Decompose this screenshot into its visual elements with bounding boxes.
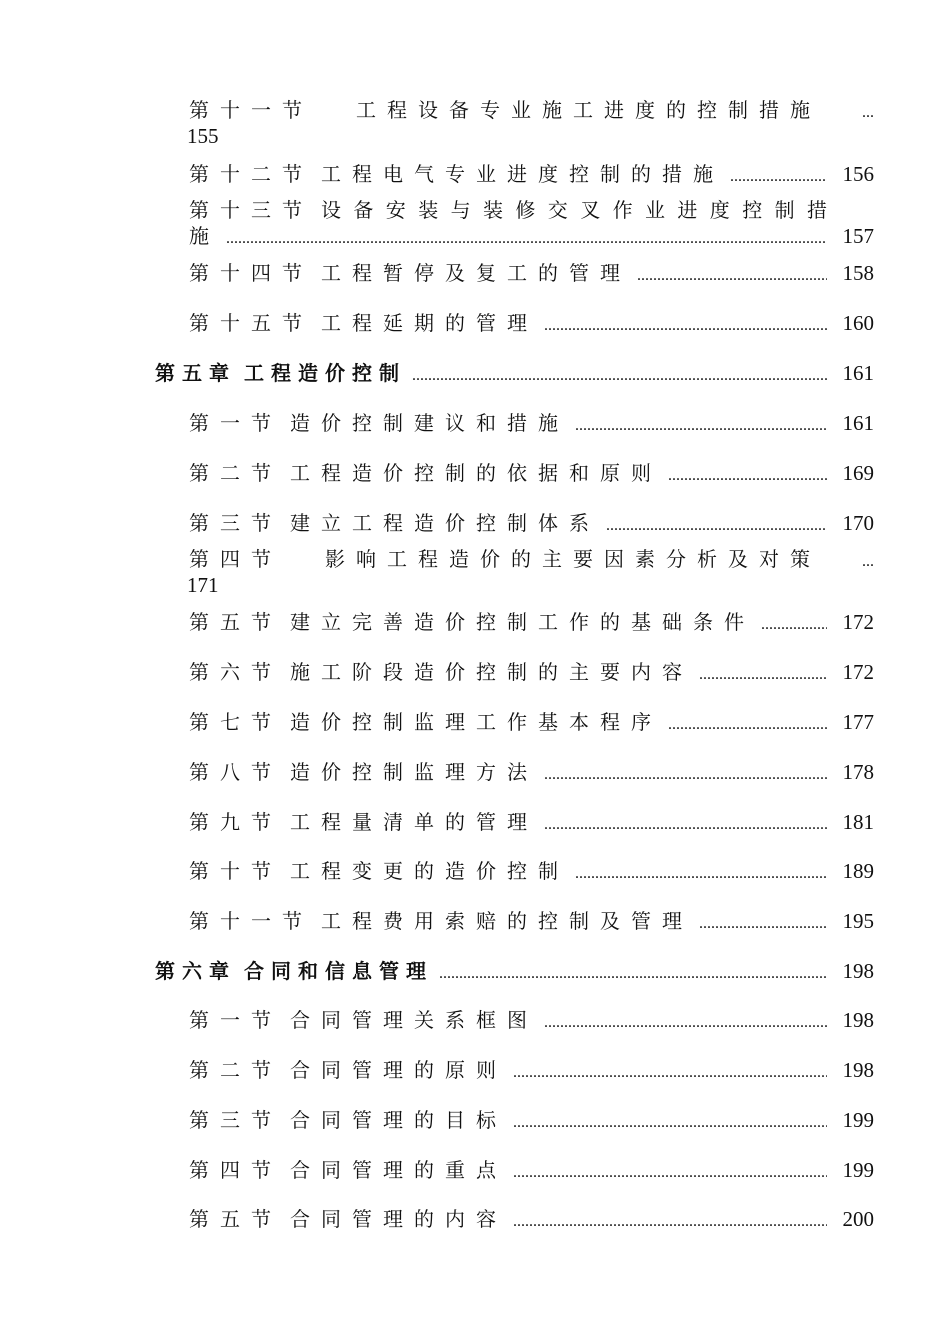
entry-number: 第一节 <box>189 411 282 435</box>
toc-section-entry[interactable] <box>189 610 874 637</box>
entry-title: 造价控制监理方法 <box>290 760 538 784</box>
entry-number: 第四节 <box>189 547 282 571</box>
dot-leader <box>513 1161 827 1185</box>
entry-title: 工程费用索赔的控制及管理 <box>321 909 693 933</box>
toc-entry-line <box>189 1058 874 1085</box>
toc-entry-line <box>189 198 874 222</box>
toc-entry-line <box>189 162 874 189</box>
entry-number: 第八节 <box>189 760 282 784</box>
toc-section-entry[interactable] <box>189 98 874 147</box>
entry-number: 第十三节 <box>189 198 313 222</box>
toc-entry-line <box>189 461 874 488</box>
dot-leader <box>412 364 827 388</box>
toc-section-entry[interactable] <box>189 1058 874 1085</box>
page-number: 198 <box>842 1008 874 1032</box>
dot-leader <box>699 663 827 687</box>
page-number: 161 <box>842 361 874 385</box>
entry-title: 工程电气专业进度控制的措施 <box>321 162 724 186</box>
toc-chapter-entry[interactable] <box>155 361 874 388</box>
entry-title: 工程变更的造价控制 <box>290 859 569 883</box>
toc-section-entry[interactable] <box>189 461 874 488</box>
dot-leader: ... <box>862 553 874 570</box>
dot-leader <box>513 1210 827 1234</box>
toc-entry-line <box>155 959 874 986</box>
toc-section-entry[interactable] <box>189 1158 874 1185</box>
dot-leader <box>699 912 827 936</box>
dot-leader <box>637 264 827 288</box>
dot-leader <box>544 813 827 837</box>
entry-title: 工程造价控制 <box>244 361 406 385</box>
toc-section-entry[interactable] <box>189 760 874 787</box>
entry-title: 合同管理的原则 <box>290 1058 507 1082</box>
entry-title: 合同管理关系框图 <box>290 1008 538 1032</box>
toc-section-entry[interactable] <box>189 660 874 687</box>
page-number: 169 <box>842 461 874 485</box>
page-number: 200 <box>842 1207 874 1231</box>
page-number: 172 <box>842 660 874 684</box>
toc-section-entry[interactable] <box>189 261 874 288</box>
entry-number: 第十五节 <box>189 311 313 335</box>
dot-leader <box>513 1061 827 1085</box>
toc-entry-line <box>189 261 874 288</box>
toc-section-entry[interactable] <box>189 1207 874 1234</box>
entry-title: 合同管理的目标 <box>290 1108 507 1132</box>
entry-number: 第十节 <box>189 859 282 883</box>
entry-number: 第十四节 <box>189 261 313 285</box>
toc-section-entry[interactable] <box>189 311 874 338</box>
toc-entry-line <box>189 311 874 338</box>
page-number: 198 <box>842 959 874 983</box>
entry-number: 第二节 <box>189 1058 282 1082</box>
entry-number: 第六节 <box>189 660 282 684</box>
entry-title: 工程暂停及复工的管理 <box>321 261 631 285</box>
page-number: 172 <box>842 610 874 634</box>
entry-title: 工程设备专业施工进度的控制措施 <box>356 98 821 122</box>
toc-entry-line <box>189 411 874 438</box>
dot-leader <box>730 165 827 189</box>
toc-entry-line <box>189 1108 874 1135</box>
entry-number: 第十二节 <box>189 162 313 186</box>
entry-number: 第十一节 <box>189 98 313 122</box>
entry-number: 第三节 <box>189 511 282 535</box>
toc-section-entry[interactable] <box>189 810 874 837</box>
entry-number: 第五节 <box>189 1207 282 1231</box>
toc-entry-line <box>189 1008 874 1035</box>
toc-section-entry[interactable] <box>189 1008 874 1035</box>
page-number: 157 <box>842 224 874 248</box>
toc-entry-line <box>189 511 874 538</box>
entry-number: 第五章 <box>155 361 236 385</box>
entry-number: 第六章 <box>155 959 236 983</box>
dot-leader <box>761 613 827 637</box>
toc-section-entry[interactable] <box>189 411 874 438</box>
toc-entry-line <box>155 361 874 388</box>
dot-leader <box>544 314 827 338</box>
dot-leader: ... <box>862 104 874 121</box>
page-number: 198 <box>842 1058 874 1082</box>
toc-entry-line <box>189 760 874 787</box>
entry-number: 第四节 <box>189 1158 282 1182</box>
toc-entry-line <box>189 98 874 125</box>
entry-title: 工程造价控制的依据和原则 <box>290 461 662 485</box>
dot-leader <box>606 514 827 538</box>
dot-leader <box>513 1111 827 1135</box>
entry-title: 工程延期的管理 <box>321 311 538 335</box>
page-number: 171 <box>187 573 219 597</box>
toc-chapter-entry[interactable] <box>155 959 874 986</box>
toc-section-entry[interactable] <box>189 511 874 538</box>
entry-title: 施工阶段造价控制的主要内容 <box>290 660 693 684</box>
entry-number: 第二节 <box>189 461 282 485</box>
dot-leader <box>575 414 827 438</box>
page-number: 177 <box>842 710 874 734</box>
entry-title: 设备安装与装修交叉作业进度控制措 <box>321 198 840 222</box>
entry-title: 建立工程造价控制体系 <box>290 511 600 535</box>
toc-section-entry[interactable] <box>189 547 874 596</box>
page-number: 170 <box>842 511 874 535</box>
page-number: 158 <box>842 261 874 285</box>
toc-section-entry[interactable] <box>189 198 874 251</box>
toc-section-entry[interactable] <box>189 1108 874 1135</box>
toc-entry-line-continued <box>189 224 874 251</box>
dot-leader <box>668 464 827 488</box>
dot-leader <box>668 713 827 737</box>
dot-leader <box>575 862 827 886</box>
page-number: 160 <box>842 311 874 335</box>
page-number: 155 <box>187 124 219 148</box>
toc-entry-line <box>189 859 874 886</box>
toc-entry-line <box>189 547 874 574</box>
entry-number: 第三节 <box>189 1108 282 1132</box>
dot-leader <box>226 227 827 251</box>
dot-leader <box>544 763 827 787</box>
toc-entry-line <box>189 610 874 637</box>
dot-leader <box>544 1011 827 1035</box>
entry-number: 第七节 <box>189 710 282 734</box>
entry-title: 工程量清单的管理 <box>290 810 538 834</box>
entry-number: 第五节 <box>189 610 282 634</box>
page-number: 178 <box>842 760 874 784</box>
page-number: 199 <box>842 1158 874 1182</box>
entry-title: 造价控制建议和措施 <box>290 411 569 435</box>
page-number: 181 <box>842 810 874 834</box>
toc-entry-line <box>189 710 874 737</box>
page-number: 199 <box>842 1108 874 1132</box>
page-number: 156 <box>842 162 874 186</box>
toc-section-entry[interactable] <box>189 710 874 737</box>
toc-entry-line <box>189 1207 874 1234</box>
page-number: 189 <box>842 859 874 883</box>
toc-entry-line <box>189 660 874 687</box>
toc-section-entry[interactable] <box>189 909 874 936</box>
entry-number: 第一节 <box>189 1008 282 1032</box>
entry-title: 影响工程造价的主要因素分析及对策 <box>325 547 821 571</box>
toc-entry-line <box>189 810 874 837</box>
toc-entry-line <box>189 1158 874 1185</box>
dot-leader <box>439 962 827 986</box>
toc-entry-line <box>189 909 874 936</box>
entry-title: 建立完善造价控制工作的基础条件 <box>290 610 755 634</box>
entry-title: 合同管理的内容 <box>290 1207 507 1231</box>
toc-section-entry[interactable] <box>189 162 874 189</box>
entry-title: 造价控制监理工作基本程序 <box>290 710 662 734</box>
entry-number: 第十一节 <box>189 909 313 933</box>
entry-title: 合同和信息管理 <box>244 959 433 983</box>
entry-number: 第九节 <box>189 810 282 834</box>
entry-title: 合同管理的重点 <box>290 1158 507 1182</box>
page-number: 195 <box>842 909 874 933</box>
toc-section-entry[interactable] <box>189 859 874 886</box>
page-number: 161 <box>842 411 874 435</box>
entry-title-continued: 施 <box>189 224 220 248</box>
